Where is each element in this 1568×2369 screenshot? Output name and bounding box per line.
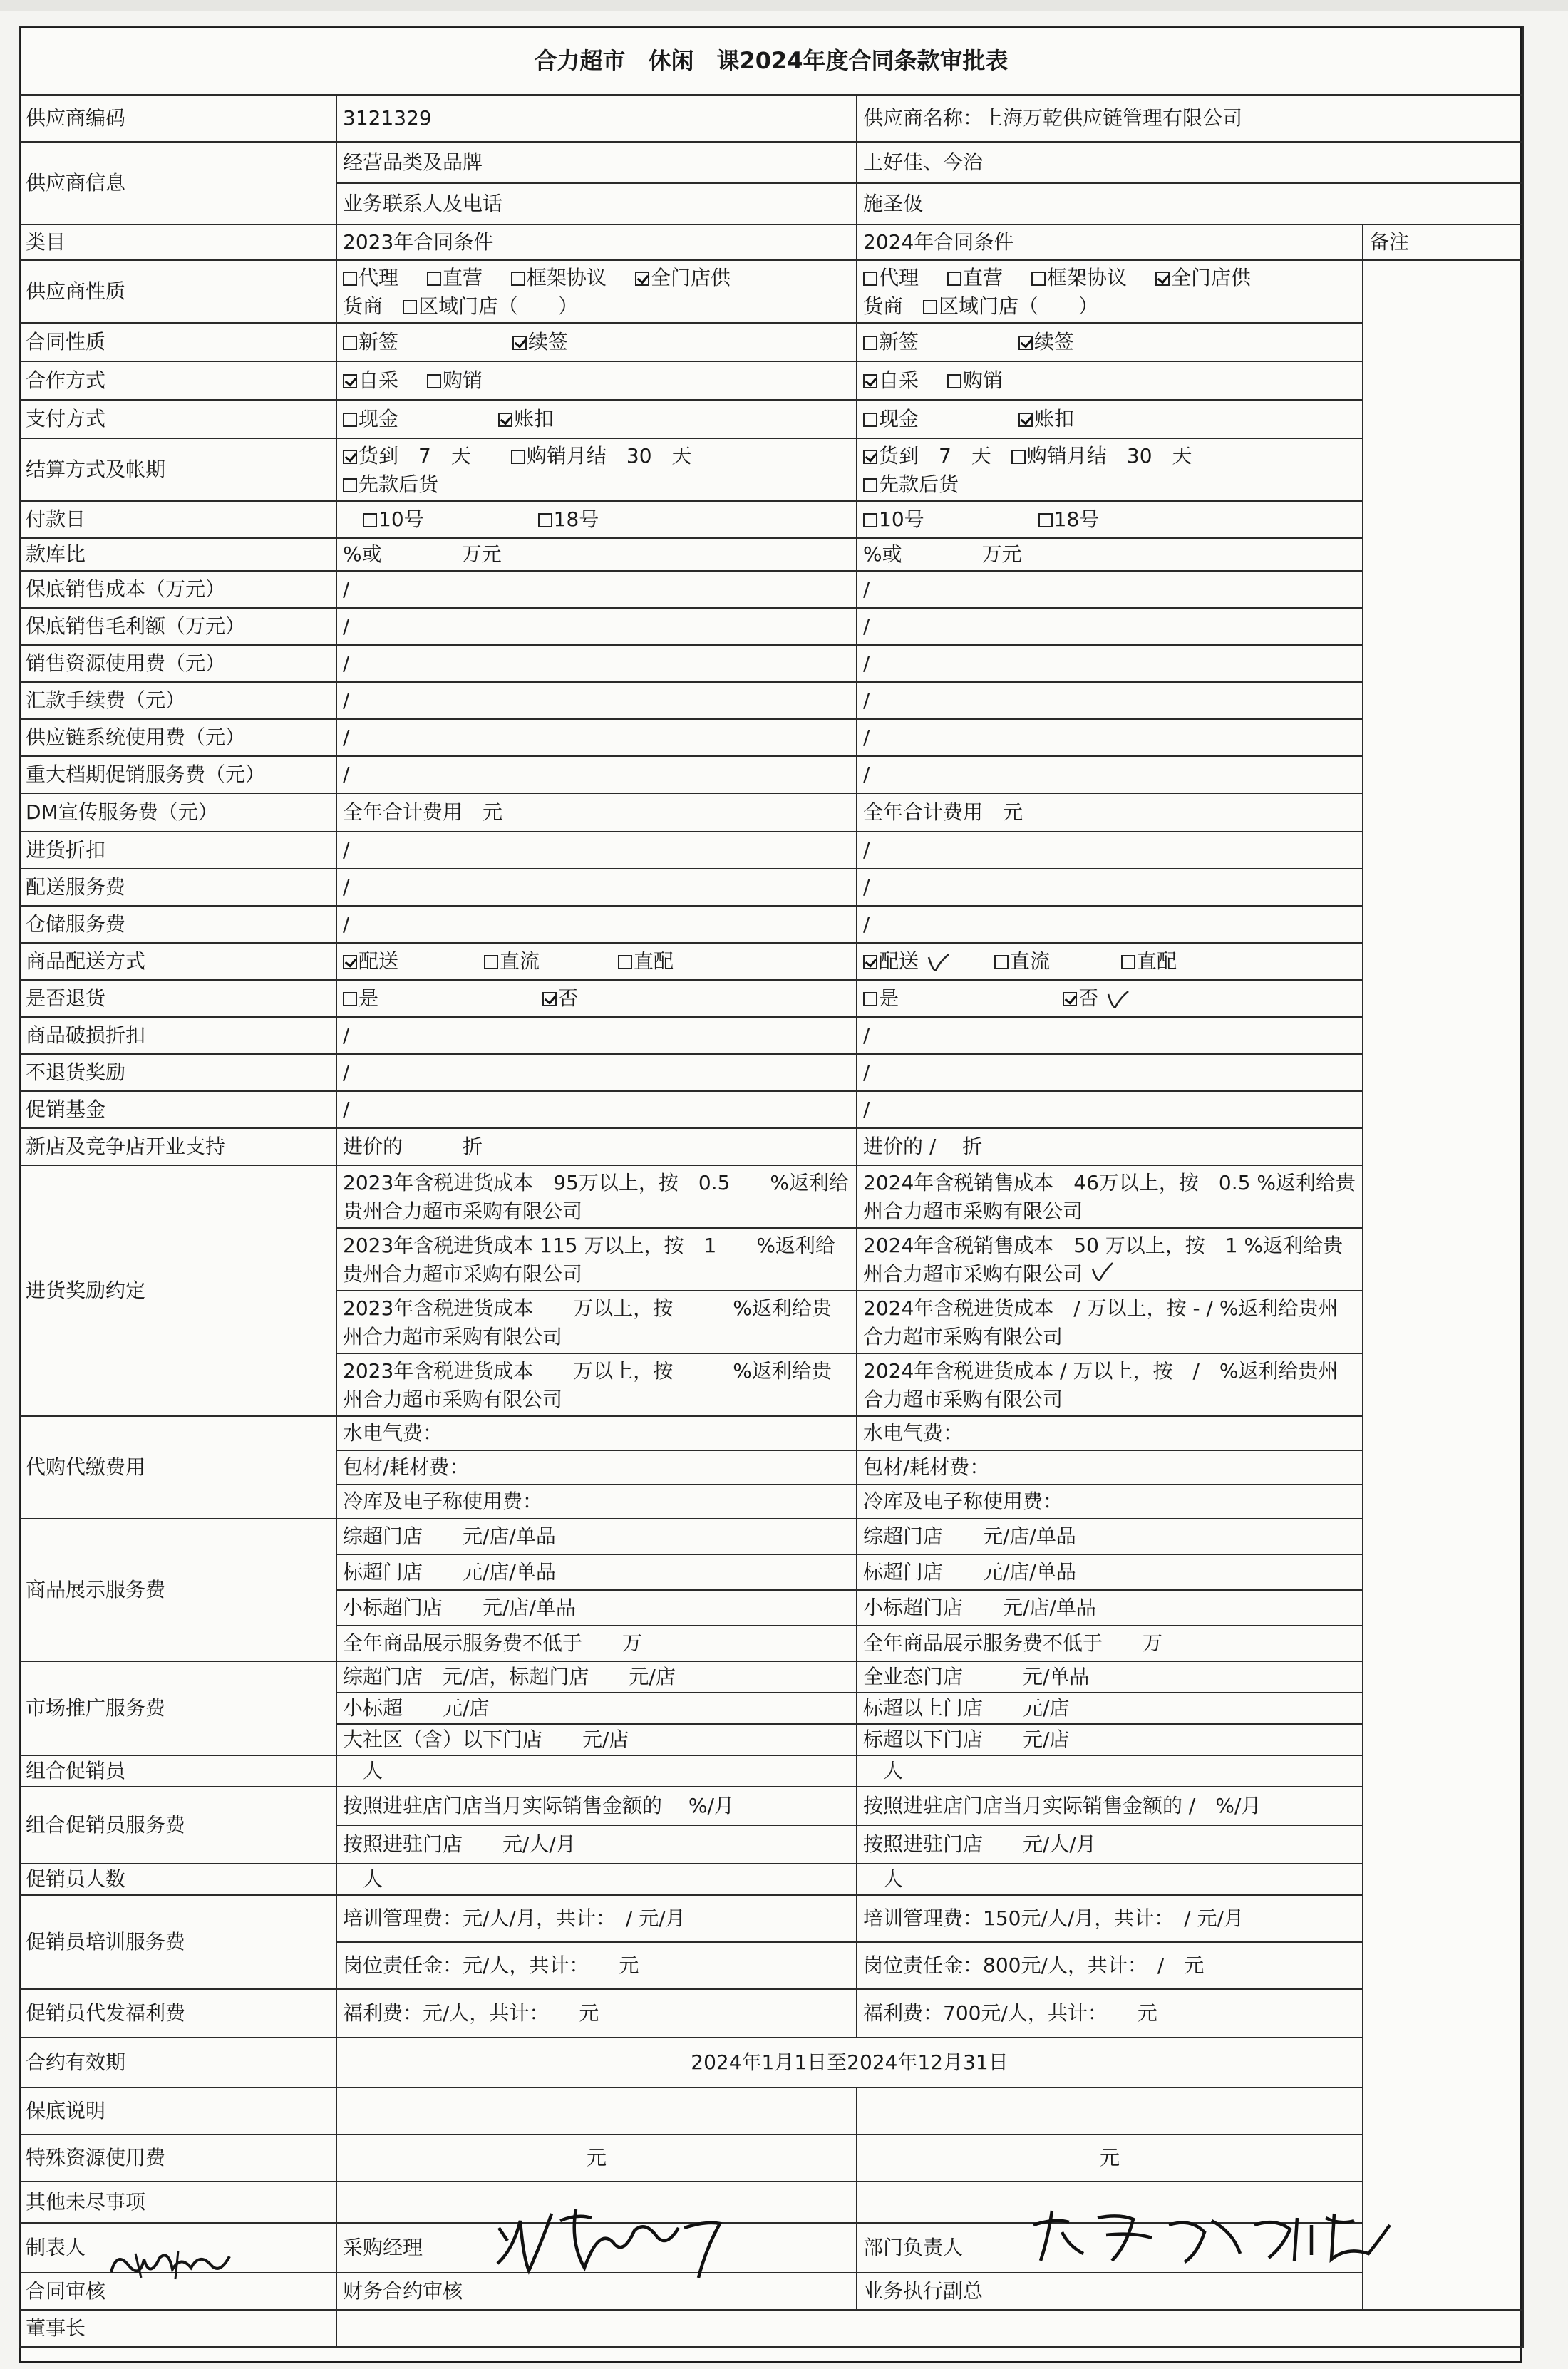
stock-ratio-2023: %或 万元 xyxy=(336,538,857,571)
guarantee-2024 xyxy=(857,2087,1363,2135)
checkbox-icon xyxy=(343,336,357,350)
agency-2024-item: 水电气费： xyxy=(857,1416,1363,1450)
combo-promoter-2023: 人 xyxy=(336,1755,857,1787)
checked-box-icon xyxy=(343,955,357,969)
training-fee-label: 促销员培训服务费 xyxy=(19,1895,336,1989)
checked-box-icon xyxy=(1018,413,1033,427)
scm-fee-2023: / xyxy=(336,719,857,756)
checkmark-icon xyxy=(926,951,951,973)
min-cost-label: 保底销售成本（万元） xyxy=(19,571,336,608)
training-2024-item: 培训管理费：150元/人/月，共计： / 元/月 xyxy=(857,1895,1363,1942)
checked-box-icon xyxy=(1155,272,1170,286)
remark-column xyxy=(1363,260,1523,2310)
settlement-2023: 货到 7 天 购销月结 30 天 先款后货 xyxy=(336,438,857,501)
display-2024-item: 小标超门店 元/店/单品 xyxy=(857,1590,1363,1626)
settlement-2024: 货到 7 天 购销月结 30 天 先款后货 xyxy=(857,438,1363,501)
promo-fund-label: 促销基金 xyxy=(19,1091,336,1128)
checkbox-icon xyxy=(427,272,441,286)
checked-box-icon xyxy=(863,450,877,464)
market-2024-item: 标超以上门店 元/店 xyxy=(857,1693,1363,1724)
contract-approval-table xyxy=(19,26,1524,2348)
combo-promoter-fee-label: 组合促销员服务费 xyxy=(19,1787,336,1864)
settlement-label: 结算方式及帐期 xyxy=(19,438,336,501)
storage-fee-2024: / xyxy=(857,906,1363,943)
combo-fee-2024-item: 按照进驻门店 元/人/月 xyxy=(857,1825,1363,1864)
no-return-reward-2023: / xyxy=(336,1054,857,1091)
checkbox-icon xyxy=(863,272,877,286)
market-2024-item: 全业态门店 元/单品 xyxy=(857,1661,1363,1693)
welfare-label: 促销员代发福利费 xyxy=(19,1989,336,2038)
form-title: 合力超市 休闲 课2024年度合同条款审批表 xyxy=(19,26,1523,95)
contract-type-label: 合同性质 xyxy=(19,323,336,361)
reward-2023-row: 2023年含税进货成本 万以上，按 %返利给贵州合力超市采购有限公司 xyxy=(336,1353,857,1416)
coop-2024: 自采 购销 xyxy=(857,361,1363,400)
checkbox-icon xyxy=(538,513,552,527)
no-return-reward-label: 不退货奖励 xyxy=(19,1054,336,1091)
stock-ratio-2024: %或 万元 xyxy=(857,538,1363,571)
combo-fee-2024-item: 按照进驻店门店当月实际销售金额的 / %/月 xyxy=(857,1787,1363,1825)
nature-2024: 代理 直营 框架协议 全门店供 货商 区域门店（ ） xyxy=(857,260,1363,323)
promoter-count-2023: 人 xyxy=(336,1864,857,1895)
min-margin-label: 保底销售毛利额（万元） xyxy=(19,608,336,645)
contract-type-2023: 新签 续签 xyxy=(336,323,857,361)
checkbox-icon xyxy=(427,374,441,388)
checkbox-icon xyxy=(863,992,877,1006)
supplier-code-value: 3121329 xyxy=(336,95,857,142)
return-label: 是否退货 xyxy=(19,980,336,1017)
market-2024-item: 标超以下门店 元/店 xyxy=(857,1724,1363,1755)
checked-box-icon xyxy=(512,336,527,350)
combo-promoter-2024: 人 xyxy=(857,1755,1363,1787)
chairman-value xyxy=(336,2310,1523,2347)
promo-fund-2024: / xyxy=(857,1091,1363,1128)
discount-2023: / xyxy=(336,832,857,869)
checked-box-icon xyxy=(542,992,557,1006)
col-2023-header: 2023年合同条件 xyxy=(336,224,857,260)
checkbox-icon xyxy=(1011,450,1026,464)
training-2023-item: 岗位责任金：元/人，共计： 元 xyxy=(336,1942,857,1989)
promo-fee-label: 重大档期促销服务费（元） xyxy=(19,756,336,793)
agency-2023-item: 包材/耗材费： xyxy=(336,1450,857,1485)
reward-2024-row: 2024年含税进货成本 / 万以上，按 / %返利给贵州合力超市采购有限公司 xyxy=(857,1353,1363,1416)
guarantee-label: 保底说明 xyxy=(19,2087,336,2135)
resource-fee-2023: / xyxy=(336,645,857,682)
display-2024-item: 全年商品展示服务费不低于 万 xyxy=(857,1626,1363,1661)
supplier-code-label: 供应商编码 xyxy=(19,95,336,142)
min-cost-2023: / xyxy=(336,571,857,608)
no-return-reward-2024: / xyxy=(857,1054,1363,1091)
return-2023: 是 否 xyxy=(336,980,857,1017)
checked-box-icon xyxy=(863,374,877,388)
damage-2024: / xyxy=(857,1017,1363,1054)
dm-fee-2023: 全年合计费用 元 xyxy=(336,793,857,832)
checkbox-icon xyxy=(363,513,377,527)
col-2024-header: 2024年合同条件 xyxy=(857,224,1363,260)
display-2024-item: 标超门店 元/店/单品 xyxy=(857,1554,1363,1590)
checkbox-icon xyxy=(343,413,357,427)
new-store-label: 新店及竞争店开业支持 xyxy=(19,1128,336,1165)
checkmark-icon xyxy=(1090,1261,1115,1283)
delivery-mode-label: 商品配送方式 xyxy=(19,943,336,980)
min-margin-2024: / xyxy=(857,608,1363,645)
dm-fee-label: DM宣传服务费（元） xyxy=(19,793,336,832)
purchase-mgr-cell: 采购经理 xyxy=(336,2223,857,2273)
checkbox-icon xyxy=(403,300,417,314)
remit-fee-label: 汇款手续费（元） xyxy=(19,682,336,719)
special-fee-2023: 元 xyxy=(336,2135,857,2182)
market-2023-item: 大社区（含）以下门店 元/店 xyxy=(336,1724,857,1755)
checkbox-icon xyxy=(343,272,357,286)
remit-fee-2024: / xyxy=(857,682,1363,719)
checkbox-icon xyxy=(511,450,525,464)
damage-2023: / xyxy=(336,1017,857,1054)
scan-top-edge xyxy=(0,0,1568,11)
agency-fee-label: 代购代缴费用 xyxy=(19,1416,336,1519)
delivery-mode-2023: 配送 直流 直配 xyxy=(336,943,857,980)
agency-2023-item: 水电气费： xyxy=(336,1416,857,1450)
promo-fee-2023: / xyxy=(336,756,857,793)
remit-fee-2023: / xyxy=(336,682,857,719)
display-2023-item: 小标超门店 元/店/单品 xyxy=(336,1590,857,1626)
combo-fee-2023-item: 按照进驻门店 元/人/月 xyxy=(336,1825,857,1864)
storage-fee-label: 仓储服务费 xyxy=(19,906,336,943)
supplier-name-cell: 供应商名称：上海万乾供应链管理有限公司 xyxy=(857,95,1523,142)
promo-fund-2023: / xyxy=(336,1091,857,1128)
scm-fee-2024: / xyxy=(857,719,1363,756)
reward-2023-row: 2023年含税进货成本 115 万以上，按 1 %返利给贵州合力超市采购有限公司 xyxy=(336,1228,857,1291)
maker-cell: 制表人 xyxy=(19,2223,336,2273)
pay-day-2023: 10号 18号 xyxy=(336,501,857,538)
storage-fee-2023: / xyxy=(336,906,857,943)
finance-review-label: 财务合约审核 xyxy=(336,2273,857,2310)
display-2024-item: 综超门店 元/店/单品 xyxy=(857,1519,1363,1554)
checkbox-icon xyxy=(863,478,877,492)
delivery-fee-label: 配送服务费 xyxy=(19,869,336,906)
combo-promoter-label: 组合促销员 xyxy=(19,1755,336,1787)
nature-label: 供应商性质 xyxy=(19,260,336,323)
scm-fee-label: 供应链系统使用费（元） xyxy=(19,719,336,756)
promo-fee-2024: / xyxy=(857,756,1363,793)
brand-value: 上好佳、今治 xyxy=(857,142,1523,183)
agency-2023-item: 冷库及电子称使用费： xyxy=(336,1485,857,1519)
training-2023-item: 培训管理费：元/人/月，共计： / 元/月 xyxy=(336,1895,857,1942)
welfare-2023: 福利费：元/人，共计： 元 xyxy=(336,1989,857,2038)
display-2023-item: 综超门店 元/店/单品 xyxy=(336,1519,857,1554)
supplier-info-label: 供应商信息 xyxy=(19,142,336,224)
discount-label: 进货折扣 xyxy=(19,832,336,869)
pay-day-label: 付款日 xyxy=(19,501,336,538)
vp-label: 业务执行副总 xyxy=(857,2273,1363,2310)
checkbox-icon xyxy=(863,413,877,427)
resource-fee-2024: / xyxy=(857,645,1363,682)
checked-box-icon xyxy=(1063,992,1077,1006)
contact-label: 业务联系人及电话 xyxy=(336,183,857,224)
reward-2023-row: 2023年含税进货成本 万以上，按 %返利给贵州合力超市采购有限公司 xyxy=(336,1291,857,1353)
checkbox-icon xyxy=(618,955,632,969)
checkbox-icon xyxy=(923,300,937,314)
return-2024: 是 否 xyxy=(857,980,1363,1017)
damage-label: 商品破损折扣 xyxy=(19,1017,336,1054)
new-store-2023: 进价的 折 xyxy=(336,1128,857,1165)
remark-header: 备注 xyxy=(1363,224,1523,260)
checked-box-icon xyxy=(343,374,357,388)
contract-review-label: 合同审核 xyxy=(19,2273,336,2310)
training-2024-item: 岗位责任金：800元/人，共计： / 元 xyxy=(857,1942,1363,1989)
welfare-2024: 福利费：700元/人，共计： 元 xyxy=(857,1989,1363,2038)
payment-2024: 现金 账扣 xyxy=(857,400,1363,438)
agency-2024-item: 包材/耗材费： xyxy=(857,1450,1363,1485)
checkbox-icon xyxy=(343,992,357,1006)
promoter-count-2024: 人 xyxy=(857,1864,1363,1895)
resource-fee-label: 销售资源使用费（元） xyxy=(19,645,336,682)
checked-box-icon xyxy=(635,272,649,286)
purchase-reward-label: 进货奖励约定 xyxy=(19,1165,336,1416)
pay-day-2024: 10号 18号 xyxy=(857,501,1363,538)
checked-box-icon xyxy=(863,955,877,969)
coop-label: 合作方式 xyxy=(19,361,336,400)
combo-fee-2023-item: 按照进驻店门店当月实际销售金额的 %/月 xyxy=(336,1787,857,1825)
nature-2023: 代理 直营 框架协议 全门店供 货商 区域门店（ ） xyxy=(336,260,857,323)
checked-box-icon xyxy=(343,450,357,464)
display-fee-label: 商品展示服务费 xyxy=(19,1519,336,1661)
checkbox-icon xyxy=(484,955,498,969)
delivery-fee-2023: / xyxy=(336,869,857,906)
delivery-fee-2024: / xyxy=(857,869,1363,906)
department-head-signature xyxy=(1026,2204,1397,2268)
guarantee-2023 xyxy=(336,2087,857,2135)
checkbox-icon xyxy=(994,955,1009,969)
checkbox-icon xyxy=(1031,272,1046,286)
checked-box-icon xyxy=(1018,336,1033,350)
reward-2023-row: 2023年含税进货成本 95万以上，按 0.5 %返利给贵州合力超市采购有限公司 xyxy=(336,1165,857,1228)
brand-label: 经营品类及品牌 xyxy=(336,142,857,183)
dm-fee-2024: 全年合计费用 元 xyxy=(857,793,1363,832)
stock-ratio-label: 款库比 xyxy=(19,538,336,571)
display-2023-item: 全年商品展示服务费不低于 万 xyxy=(336,1626,857,1661)
new-store-2024: 进价的 / 折 xyxy=(857,1128,1363,1165)
market-2023-item: 综超门店 元/店，标超门店 元/店 xyxy=(336,1661,857,1693)
purchase-manager-signature xyxy=(492,2199,748,2285)
delivery-mode-2024: 配送 直流 直配 xyxy=(857,943,1363,980)
reward-2024-row: 2024年含税进货成本 / 万以上，按 - / %返利给贵州合力超市采购有限公司 xyxy=(857,1291,1363,1353)
market-2023-item: 小标超 元/店 xyxy=(336,1693,857,1724)
others-label: 其他未尽事项 xyxy=(19,2182,336,2223)
checkbox-icon xyxy=(863,513,877,527)
coop-2023: 自采 购销 xyxy=(336,361,857,400)
checkbox-icon xyxy=(947,272,961,286)
agency-2024-item: 冷库及电子称使用费： xyxy=(857,1485,1363,1519)
dept-head-cell: 部门负责人 xyxy=(857,2223,1363,2273)
checkbox-icon xyxy=(1121,955,1135,969)
payment-2023: 现金 账扣 xyxy=(336,400,857,438)
market-fee-label: 市场推广服务费 xyxy=(19,1661,336,1755)
checkbox-icon xyxy=(343,478,357,492)
category-header: 类目 xyxy=(19,224,336,260)
checkbox-icon xyxy=(947,374,961,388)
discount-2024: / xyxy=(857,832,1363,869)
promoter-count-label: 促销员人数 xyxy=(19,1864,336,1895)
payment-label: 支付方式 xyxy=(19,400,336,438)
validity-label: 合约有效期 xyxy=(19,2038,336,2087)
special-fee-2024: 元 xyxy=(857,2135,1363,2182)
display-2023-item: 标超门店 元/店/单品 xyxy=(336,1554,857,1590)
maker-signature xyxy=(107,2244,235,2286)
checkbox-icon xyxy=(511,272,525,286)
chairman-label: 董事长 xyxy=(19,2310,336,2347)
checkbox-icon xyxy=(863,336,877,350)
contract-type-2024: 新签 续签 xyxy=(857,323,1363,361)
checkbox-icon xyxy=(1038,513,1053,527)
validity-value: 2024年1月1日至2024年12月31日 xyxy=(336,2038,1363,2087)
checkmark-icon xyxy=(1105,989,1131,1010)
checked-box-icon xyxy=(498,413,512,427)
min-margin-2023: / xyxy=(336,608,857,645)
reward-2024-row: 2024年含税销售成本 50 万以上，按 1 %返利给贵州合力超市采购有限公司 xyxy=(857,1228,1363,1291)
reward-2024-row: 2024年含税销售成本 46万以上，按 0.5 %返利给贵州合力超市采购有限公司 xyxy=(857,1165,1363,1228)
special-fee-label: 特殊资源使用费 xyxy=(19,2135,336,2182)
contact-value: 施圣伋 xyxy=(857,183,1523,224)
min-cost-2024: / xyxy=(857,571,1363,608)
